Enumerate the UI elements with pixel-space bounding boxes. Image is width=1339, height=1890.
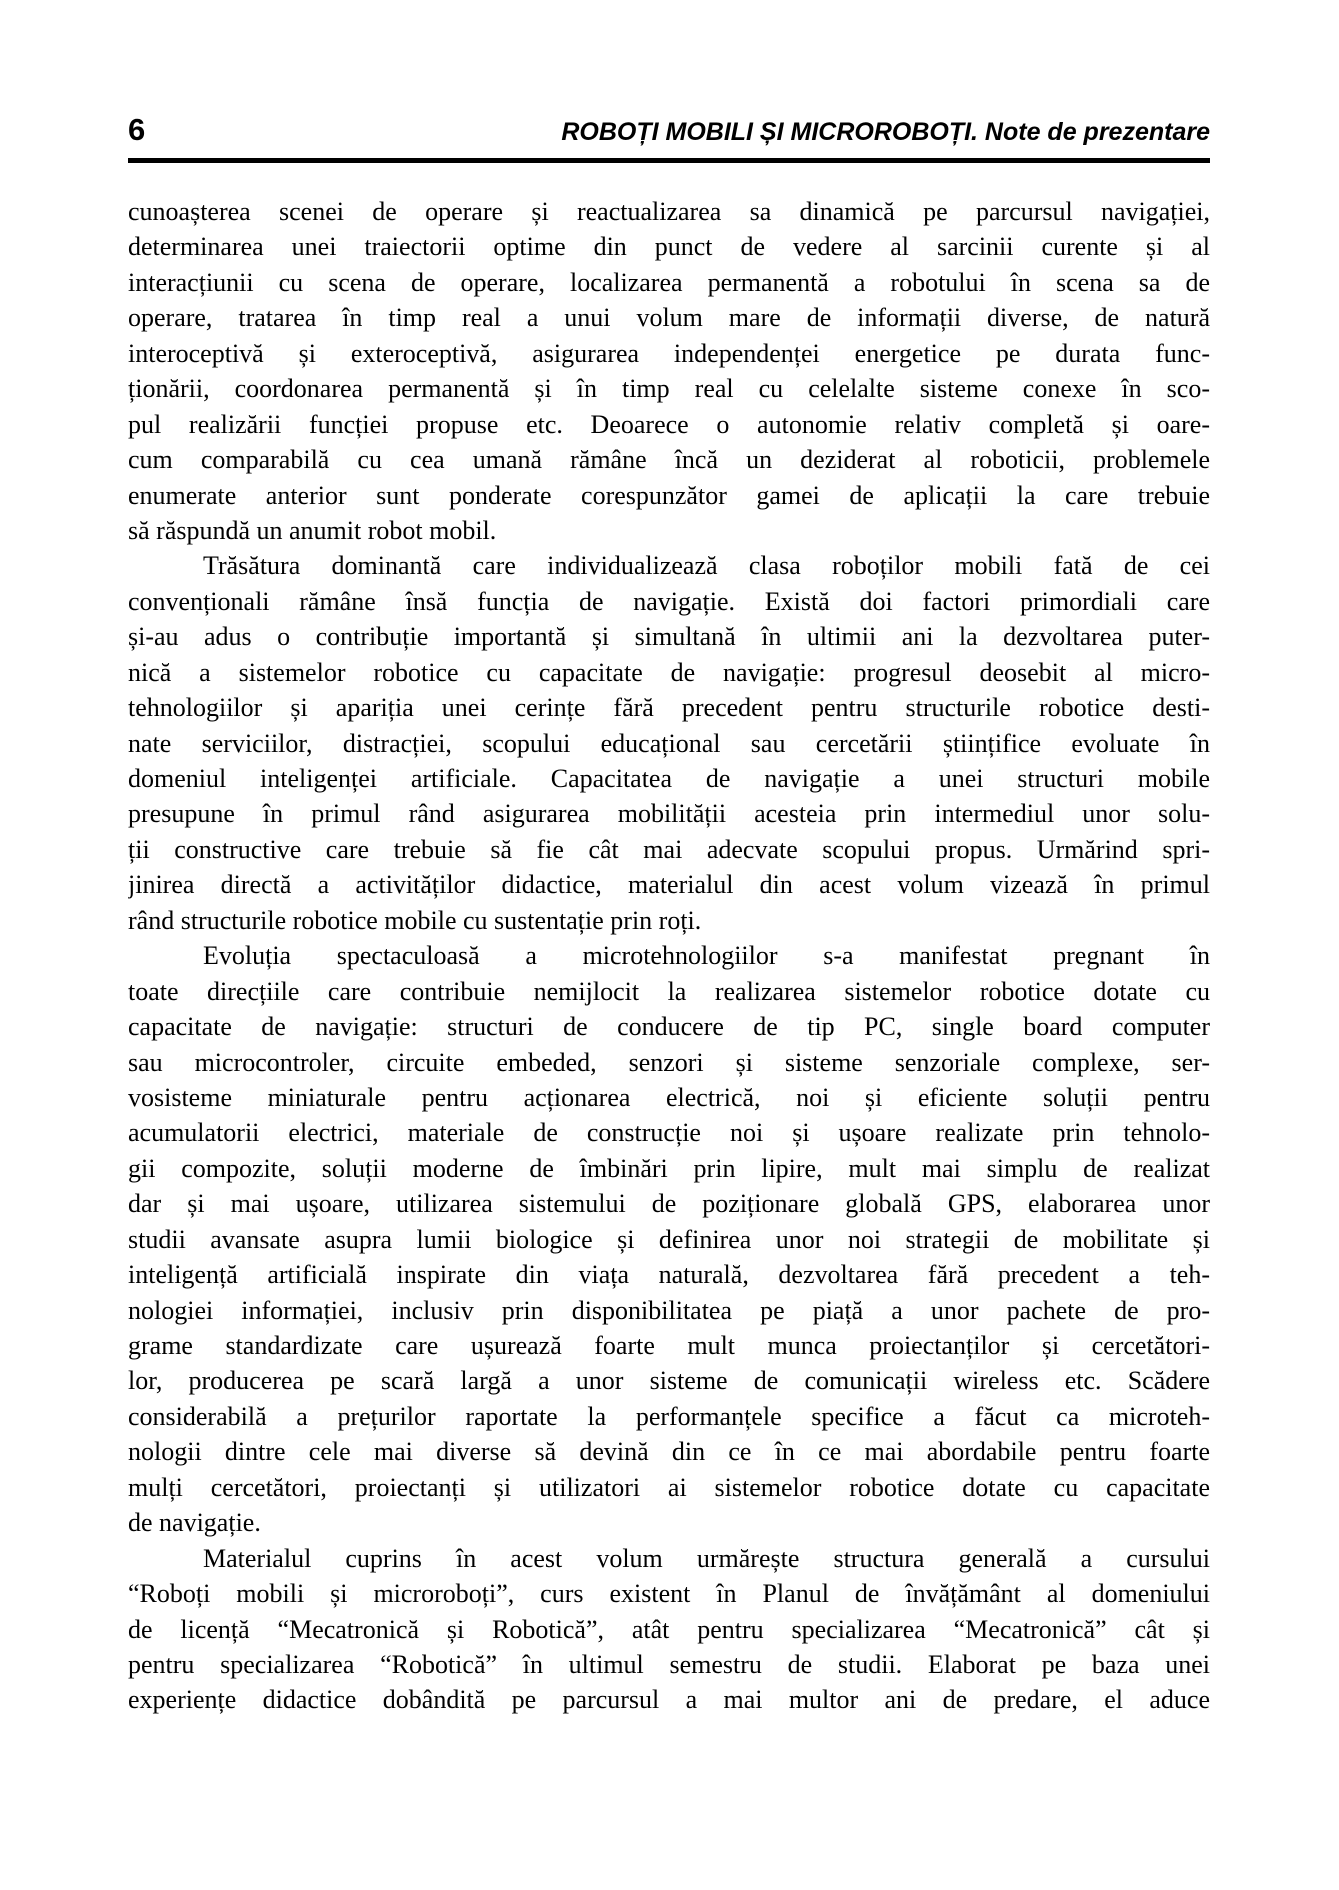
text-line: ții constructive care trebuie să fie cât mai adecvate scopului propus. Urmărind spri- <box>128 834 1210 864</box>
text-line: și-au adus o contribuție importantă și simultană în ultimii ani la dezvoltarea puter- <box>128 622 1210 652</box>
text-line: gii compozite, soluții moderne de îmbinări prin lipire, mult mai simplu de realizat <box>128 1153 1210 1183</box>
text-line: grame standardizate care ușurează foarte mult munca proiectanților și cercetători- <box>128 1331 1210 1360</box>
text-line: vosisteme miniaturale pentru acționarea electrică, noi și eficiente soluții pentru <box>128 1082 1210 1112</box>
text-line: domeniul inteligenței artificiale. Capacitatea de navigație a unei structuri mobile <box>128 764 1210 793</box>
text-line: lor, producerea pe scară largă a unor sisteme de comunicații wireless etc. Scădere <box>128 1366 1210 1396</box>
text-line: Trăsătura dominantă care individualizează clasa roboților mobili fată de cei <box>203 551 1210 581</box>
text-line: experiențe didactice dobândită pe parcursul a mai multor ani de predare, el aduce <box>128 1685 1210 1715</box>
text-line: interoceptivă și exteroceptivă, asigurarea independenței energetice pe durata func- <box>128 338 1210 368</box>
text-line: nologii dintre cele mai diverse să devină din ce în ce mai abordabile pentru foarte <box>128 1437 1210 1467</box>
text-line: ționării, coordonarea permanentă și în timp real cu celelalte sisteme conexe în sco- <box>128 374 1210 404</box>
text-line: operare, tratarea în timp real a unui volum mare de informații diverse, de natură <box>128 303 1210 333</box>
text-line: convenționali rămâne însă funcția de navigație. Există doi factori primordiali care <box>128 586 1210 616</box>
text-line: dar și mai ușoare, utilizarea sistemului de poziționare globală GPS, elaborarea unor <box>128 1189 1210 1219</box>
text-line: considerabilă a prețurilor raportate la performanțele specifice a făcut ca microteh- <box>128 1401 1210 1431</box>
page-number: 6 <box>128 112 146 147</box>
text-line: sau microcontroler, circuite embeded, senzori și sisteme senzoriale complexe, ser- <box>128 1047 1210 1077</box>
text-line: jinirea directă a activităților didactice, materialul din acest volum vizează în primul <box>128 870 1210 900</box>
page-body <box>128 194 1210 1718</box>
text-line: toate direcțiile care contribuie nemijlocit la realizarea sistemelor robotice dotate cu <box>128 976 1210 1006</box>
text-line: determinarea unei traiectorii optime din punct de vedere al sarcinii curente și al <box>128 232 1210 262</box>
page-header <box>128 114 1210 163</box>
text-line: tehnologiilor și apariția unei cerințe fără precedent pentru structurile robotice desti- <box>128 693 1210 723</box>
text-line: pul realizării funcției propuse etc. Deoarece o autonomie relativ completă și oare- <box>128 409 1210 439</box>
text-line: interacțiunii cu scena de operare, localizarea permanentă a robotului în scena sa de <box>128 267 1210 297</box>
document-page <box>128 0 1210 1718</box>
text-line: Evoluția spectaculoasă a microtehnologiilor s-a manifestat pregnant în <box>203 941 1210 971</box>
text-line: să răspundă un anumit robot mobil. <box>128 515 497 545</box>
text-line: studii avansate asupra lumii biologice și definirea unor noi strategii de mobilitate și <box>128 1224 1210 1254</box>
text-line: rând structurile robotice mobile cu sustentație prin roți. <box>128 905 702 935</box>
text-line: pentru specializarea “Robotică” în ultimul semestru de studii. Elaborat pe baza unei <box>128 1649 1210 1679</box>
text-line: inteligență artificială inspirate din viața naturală, dezvoltarea fără precedent a teh- <box>128 1260 1210 1290</box>
text-line: cunoașterea scenei de operare și reactualizarea sa dinamică pe parcursul navigației, <box>128 197 1210 226</box>
text-line: acumulatorii electrici, materiale de construcție noi și ușoare realizate prin tehnolo- <box>128 1118 1210 1148</box>
text-line: nică a sistemelor robotice cu capacitate de navigație: progresul deosebit al micro- <box>128 657 1210 687</box>
text-line: enumerate anterior sunt ponderate corespunzător gamei de aplicații la care trebuie <box>128 480 1210 510</box>
text-line: nate serviciilor, distracției, scopului educațional sau cercetării științifice evoluate în <box>128 728 1210 758</box>
text-line: Materialul cuprins în acest volum urmărește structura generală a cursului <box>203 1543 1210 1573</box>
text-line: capacitate de navigație: structuri de conducere de tip PC, single board computer <box>128 1012 1210 1042</box>
text-line: mulți cercetători, proiectanți și utilizatori ai sistemelor robotice dotate cu capacitate <box>128 1472 1210 1502</box>
text-line: de licență “Mecatronică și Robotică”, atât pentru specializarea “Mecatronică” cât și <box>128 1614 1210 1644</box>
text-line: nologiei informației, inclusiv prin disponibilitatea pe piață a unor pachete de pro- <box>128 1295 1210 1325</box>
text-line: cum comparabilă cu cea umană rămâne încă un deziderat al roboticii, problemele <box>128 445 1210 475</box>
text-line: de navigație. <box>128 1508 261 1538</box>
text-line: “Roboți mobili și microroboți”, curs existent în Planul de învățământ al domeniului <box>128 1579 1210 1609</box>
running-title: ROBOȚI MOBILI ȘI MICROROBOȚI. Note de prezentare <box>561 118 1210 146</box>
text-line: presupune în primul rând asigurarea mobilității acesteia prin intermediul unor solu- <box>128 799 1210 829</box>
